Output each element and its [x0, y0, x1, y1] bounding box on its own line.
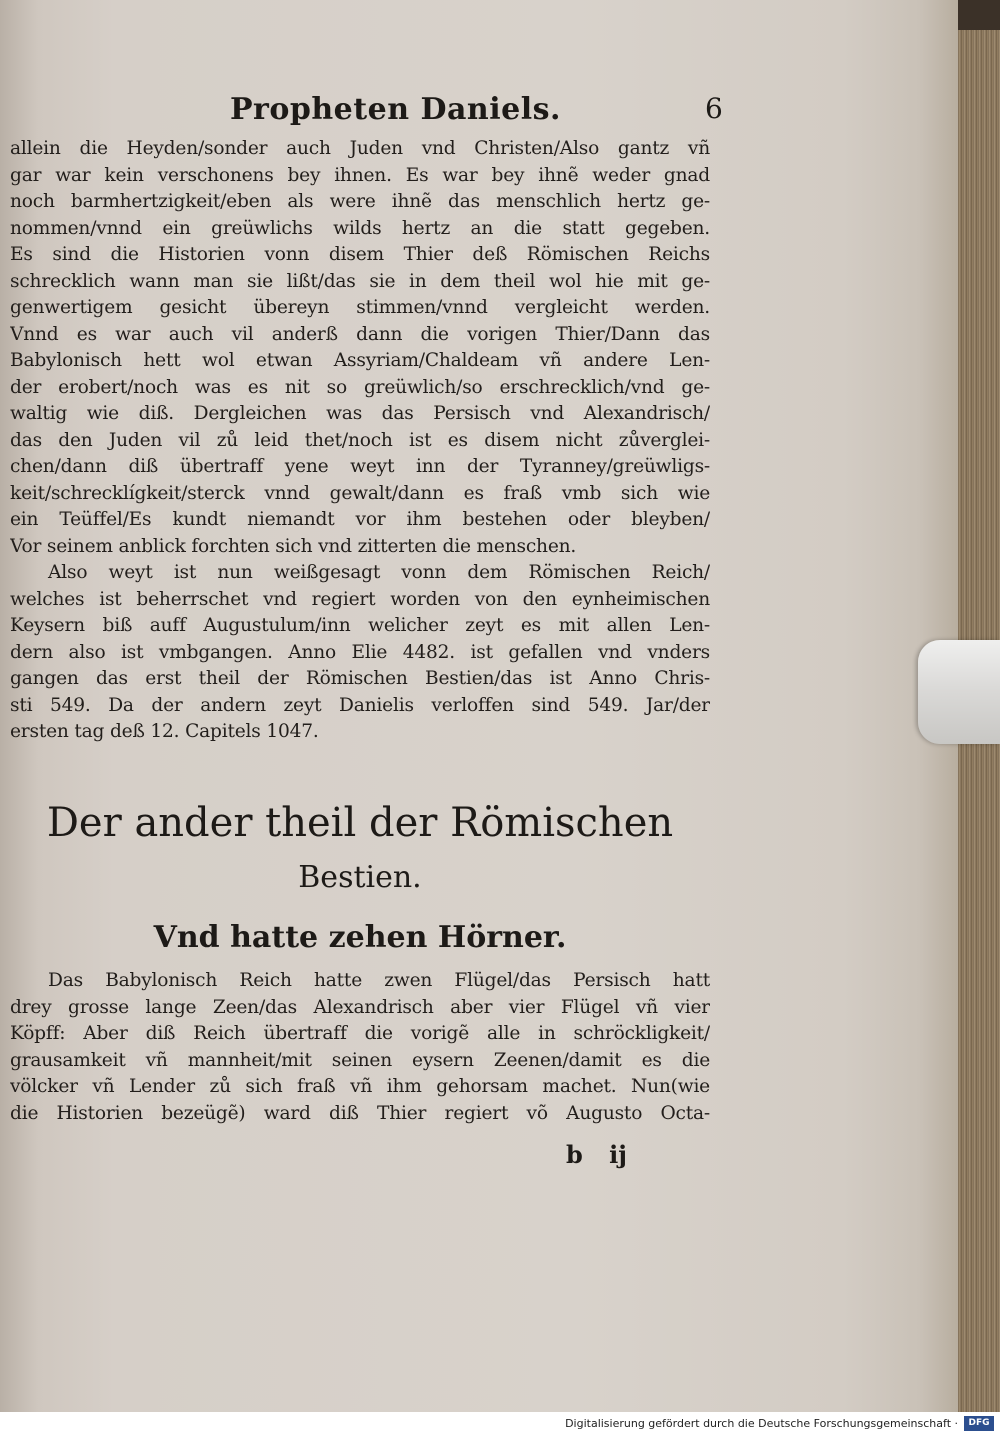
text-line: Keysern biß auff Augustulum/inn welicher zeyt es mit allen Len-: [10, 615, 710, 636]
text-line: gar war kein verschonens bey ihnen. Es war bey ihnẽ weder gnad: [10, 164, 710, 186]
text-line: genwertigem gesicht übereyn stimmen/vnnd vergleicht werden.: [10, 297, 710, 318]
paragraph-1: [10, 136, 710, 560]
signature-mark: b ij: [566, 1140, 627, 1169]
text-line: das den Juden vil zů leid thet/noch ist es disem nicht zůverglei-: [10, 429, 710, 451]
paragraph-2: [10, 560, 710, 746]
dfg-logo-icon: DFG: [964, 1416, 994, 1431]
page-clip: [918, 640, 1000, 744]
funding-credit: Digitalisierung gefördert durch die Deutsche Forschungsgemeinschaft ·: [565, 1417, 958, 1430]
text-line: Also weyt ist nun weißgesagt vonn dem Römischen Reich/: [48, 562, 710, 583]
text-line: der erobert/noch was es nit so greüwlich/so erschrecklich/vnd ge-: [10, 376, 710, 398]
text-line: Babylonisch hett wol etwan Assyriam/Chaldeam vñ andere Len-: [10, 350, 710, 371]
text-line: noch barmhertzigkeit/eben als were ihnẽ das menschlich hertz ge-: [10, 191, 710, 212]
text-line: drey grosse lange Zeen/das Alexandrisch aber vier Flügel vñ vier: [10, 996, 710, 1018]
text-line: ein Teüffel/Es kundt niemandt vor ihm bestehen oder bleyben/: [10, 509, 710, 530]
section-heading: Der ander theil der Römischen: [46, 800, 674, 846]
text-line: grausamkeit vñ mannheit/mit seinen eysern Zeenen/damit es die: [10, 1049, 710, 1071]
running-head: [0, 88, 958, 132]
text-line: völcker vñ Lender zů sich fraß vñ ihm gehorsam machet. Nun(wie: [10, 1076, 710, 1097]
text-line: gangen das erst theil der Römischen Bestien/das ist Anno Chris-: [10, 668, 710, 689]
text-line: chen/dann diß übertraff yene weyt inn der Tyranney/greüwligs-: [10, 456, 710, 477]
footer-bar: [0, 1412, 1000, 1436]
running-title: Propheten Daniels.: [230, 92, 561, 127]
text-line: allein die Heyden/sonder auch Juden vnd Christen/Also gantz vñ: [10, 138, 710, 159]
text-line: Es sind die Historien vonn disem Thier deß Römischen Reichs: [10, 244, 710, 265]
text-line: keit/schrecklígkeit/sterck vnnd gewalt/dann es fraß vmb sich wie: [10, 482, 710, 504]
text-line: Vor seinem anblick forchten sich vnd zitterten die menschen.: [10, 535, 577, 557]
text-line: nommen/vnnd ein greüwlichs wilds hertz an die statt gegeben.: [10, 217, 710, 239]
text-line: waltig wie diß. Dergleichen was das Persisch vnd Alexandrisch/: [10, 403, 710, 424]
text-line: Köpff: Aber diß Reich übertraff die vorigẽ alle in schröckligkeit/: [10, 1023, 710, 1044]
text-line: schrecklich wann man sie lißt/das sie in dem theil wol hie mit ge-: [10, 270, 710, 292]
text-line: Vnnd es war auch vil anderß dann die vorigen Thier/Dann das: [10, 323, 710, 345]
section-subheading: Vnd hatte zehen Hörner.: [153, 920, 567, 955]
section-heading-continued: Bestien.: [298, 860, 422, 895]
text-line: Das Babylonisch Reich hatte zwen Flügel/das Persisch hatt: [48, 970, 710, 991]
text-line: ersten tag deß 12. Capitels 1047.: [10, 721, 319, 742]
text-line: welches ist beherrschet vnd regiert worden von den eynheimischen: [10, 588, 710, 610]
text-line: sti 549. Da der andern zeyt Danielis verloffen sind 549. Jar/der: [10, 694, 710, 716]
text-line: die Historien bezeügẽ) ward diß Thier regiert võ Augusto Octa-: [10, 1102, 710, 1124]
paragraph-3: [10, 968, 710, 1127]
page-number: 6: [705, 92, 723, 125]
text-line: dern also ist vmbgangen. Anno Elie 4482. ist gefallen vnd vnders: [10, 641, 710, 663]
